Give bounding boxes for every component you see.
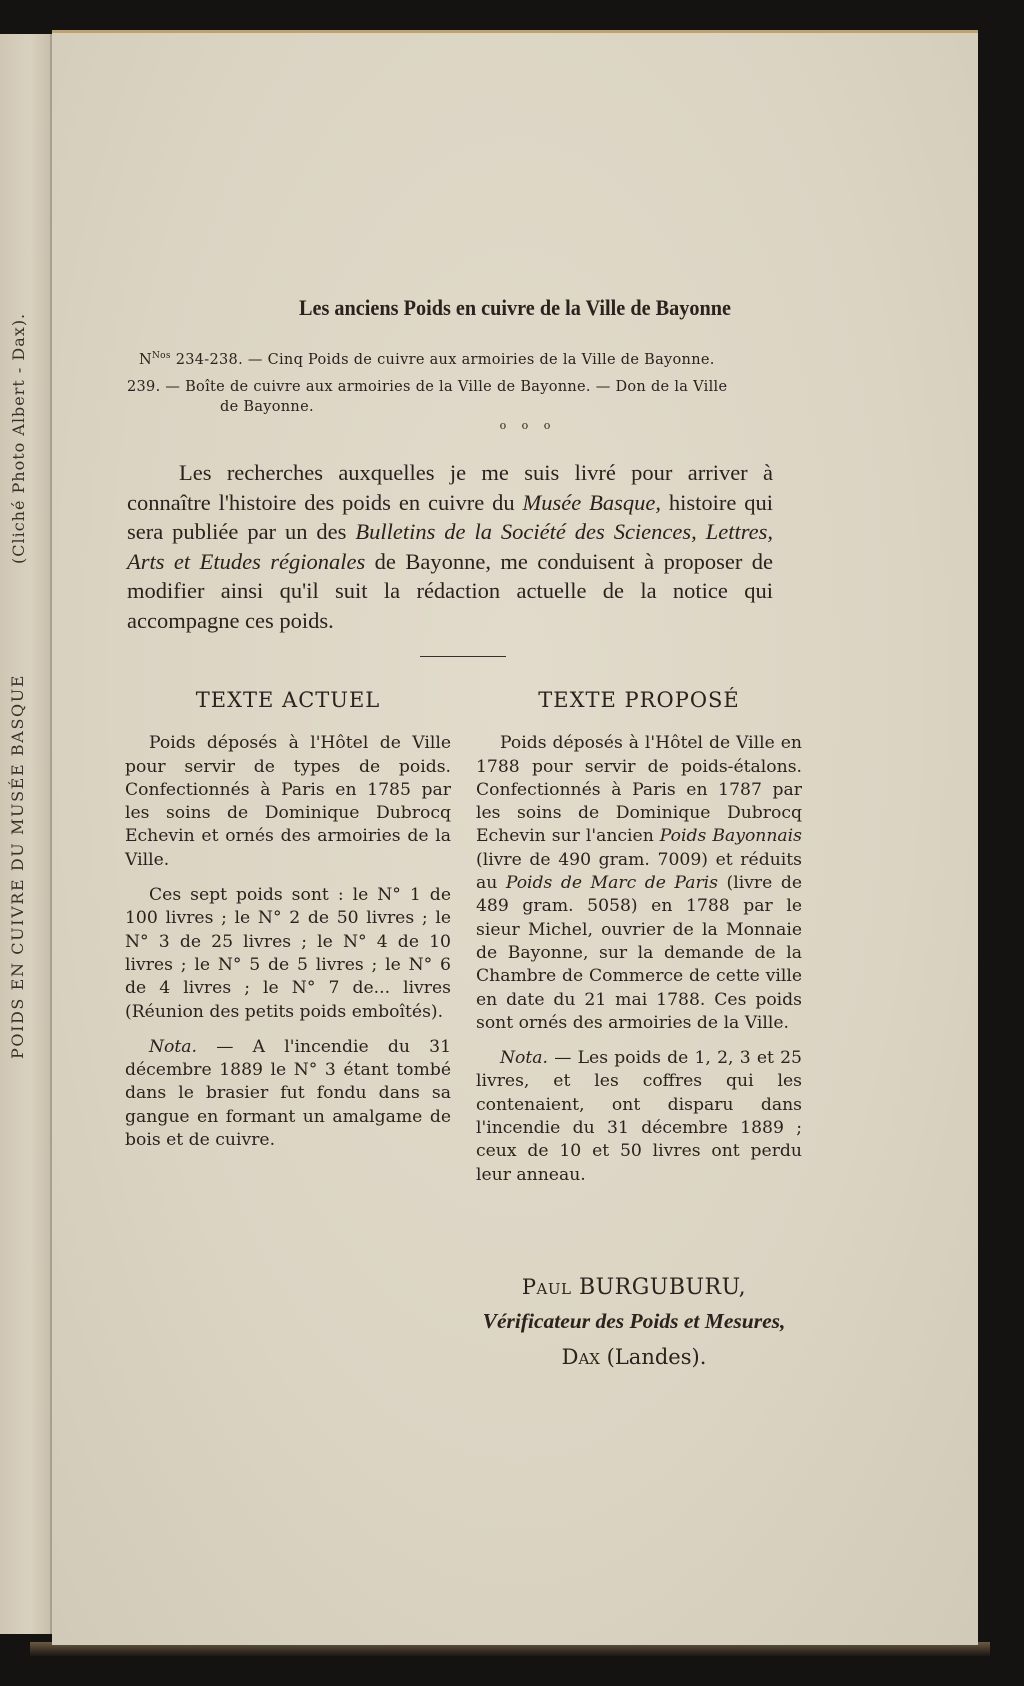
book-page: [52, 30, 978, 1645]
spine-title: POIDS EN CUIVRE DU MUSÉE BASQUE: [8, 673, 27, 1059]
author-role: Vérificateur des Poids et Mesures,: [482, 1309, 786, 1333]
column-paragraph: Poids déposés à l'Hôtel de Ville pour servir de types de poids. Confectionnés à Paris en 1785 par les soins de Dominique Dubrocq Echevin et ornés des armoiries de la Ville.: [125, 733, 451, 870]
signature-block: [424, 1275, 844, 1369]
column-proposed-text: [476, 688, 803, 1199]
column-nota: Nota. — Les poids de 1, 2, 3 et 25 livres, et les coffres qui les contenaient, ont disparu dans l'incendie du 31 décembre 1889 ; ceux de 10 et 50 livres ont perdu leur anneau.: [476, 1048, 802, 1185]
column-current-text: [125, 688, 451, 1164]
article-title: Les anciens Poids en cuivre de la Ville de Bayonne: [299, 295, 731, 320]
column-paragraph: Ces sept poids sont : le N° 1 de 100 livres ; le N° 2 de 50 livres ; le N° 3 de 25 livres ; le N° 4 de 10 livres ; le N° 5 de 5 livres ; le N° 6 de 4 livres ; le N° 7 de... livres (Réunion des petits poids emboîtés).: [125, 885, 451, 1022]
photo-credit: (Cliché Photo Albert - Dax).: [9, 312, 28, 564]
ornament-divider: o o o: [499, 419, 557, 432]
author-name: Paul BURGUBURU,: [521, 1275, 747, 1300]
book-spine: [0, 34, 52, 1634]
column-heading: TEXTE PROPOSÉ: [538, 688, 740, 712]
author-place: Dax (Landes).: [561, 1345, 707, 1369]
intro-paragraph: Les recherches auxquelles je me suis livré pour arriver à connaître l'histoire des poids en cuivre du Musée Basque, histoire qui sera publiée par un des Bulletins de la Société des Sciences, Lettres, Arts et Etudes régionales de Bayonne, me conduisent à proposer de modifier ainsi qu'il suit la rédaction actuelle de la notice qui accompagne ces poids.: [127, 460, 773, 633]
catalog-entry: $N^{Nos}$ 234-238. — Cinq Poids de cuivre aux armoiries de la Ville de Bayonne.: [139, 351, 715, 368]
column-paragraph: Poids déposés à l'Hôtel de Ville en 1788 pour servir de poids-étalons. Confectionnés à Paris en 1787 par les soins de Dominique Dubrocq Echevin sur l'ancien Poids Bayonnais (livre de 490 gram. 7009) et réduits au Poids de Marc de Paris (livre de 489 gram. 5058) en 1788 par le sieur Michel, ouvrier de la Monnaie de Bayonne, sur la demande de la Chambre de Commerce de cette ville en date du 21 mai 1788. Ces poids sont ornés des armoiries de la Ville.: [476, 733, 803, 1033]
column-heading: TEXTE ACTUEL: [195, 688, 381, 712]
section-rule: [420, 656, 506, 657]
catalog-entry-continuation: de Bayonne.: [220, 399, 314, 415]
entry-prefix: $N^{Nos}$: [139, 351, 171, 368]
column-nota: Nota. — A l'incendie du 31 décembre 1889 le N° 3 étant tombé dans le brasier fut fondu dans sa gangue en formant un amalgame de bois et de cuivre.: [125, 1036, 451, 1151]
catalog-entry: 239. — Boîte de cuivre aux armoiries de la Ville de Bayonne. — Don de la Ville: [127, 379, 728, 395]
